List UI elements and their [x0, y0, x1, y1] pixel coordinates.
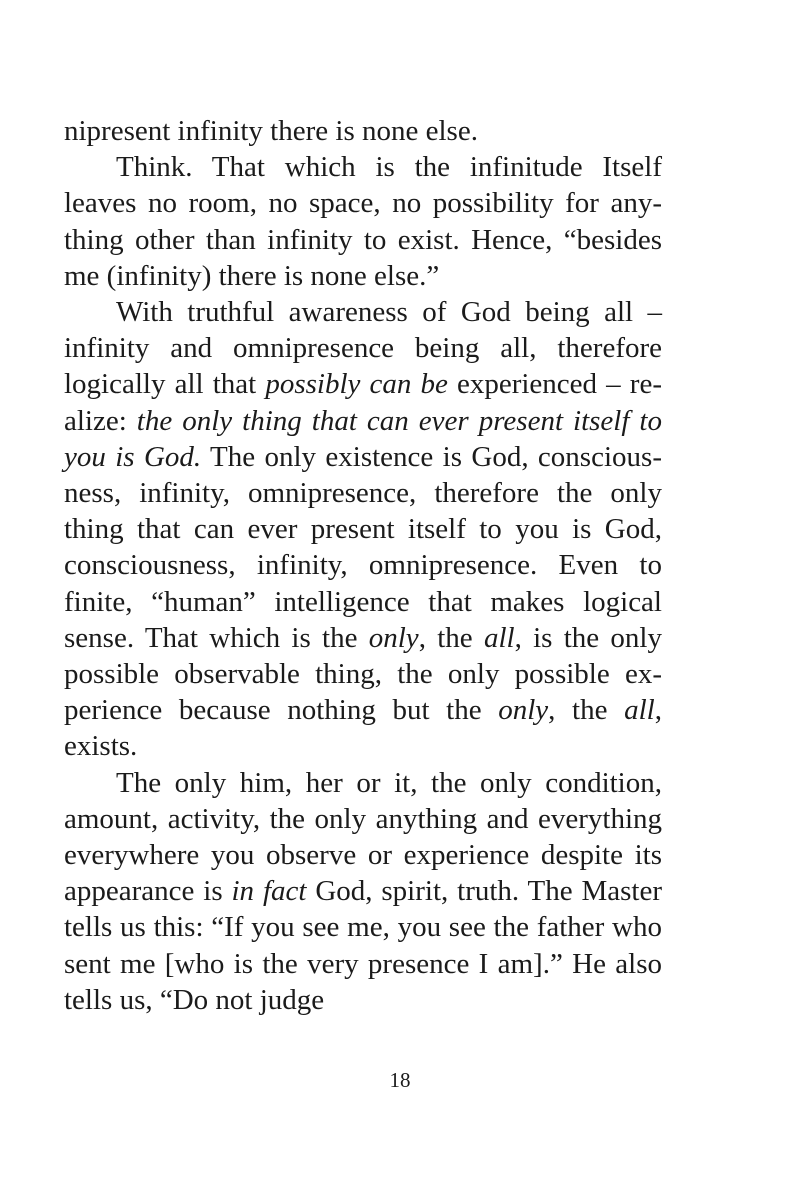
- paragraph-2: [64, 149, 662, 294]
- italic-run: possibly can be: [265, 368, 448, 401]
- text-run: , the: [548, 694, 625, 727]
- italic-run: all: [624, 694, 655, 727]
- paragraph-3: [64, 294, 662, 765]
- body-text: [64, 113, 662, 1018]
- text-run: Think. That which is the infinitude Itself leaves no room, no space, no possibility for anything other than infinity to exist. Hence, “besides me (infinity) there is none else.”: [64, 151, 662, 292]
- text-run: , exists.: [64, 694, 662, 763]
- text-run: With truthful awareness of God being all – infinity and omnipresence being all, therefore logically all that: [64, 296, 662, 401]
- italic-run: in fact: [231, 875, 307, 908]
- text-run: nipresent infinity there is none else.: [64, 115, 478, 147]
- paragraph-4: [64, 765, 662, 1018]
- text-run: , the: [418, 621, 484, 654]
- text-run: God, spirit, truth. The Master tells us this: “If you see me, you see the father who sent me [who is the very presence I am].” He also tells us, “Do not judge: [64, 875, 663, 1016]
- page-number: 18: [389, 1068, 411, 1092]
- text-run: experienced – realize:: [64, 368, 662, 437]
- text-run: The only existence is God, consciousness, infinity, omnipresence, therefore the only thing that can ever present itself to you is God, consciousness, infinity, omnipresence. Even to finite, “human” intelligence that makes logical sense. That which is the: [64, 440, 662, 654]
- text-run: , is the only possible observable thing, the only possible experience because nothing but the: [64, 621, 662, 727]
- italic-run: all: [483, 621, 515, 654]
- paragraph-1: [64, 113, 662, 149]
- italic-run: only: [368, 621, 419, 654]
- italic-run: the only thing that can ever present itself to you is God.: [64, 404, 662, 473]
- italic-run: only: [498, 694, 549, 727]
- text-run: The only him, her or it, the only condition, amount, activity, the only anything and everything everywhere you observe or experience despite its appearance is: [64, 766, 662, 908]
